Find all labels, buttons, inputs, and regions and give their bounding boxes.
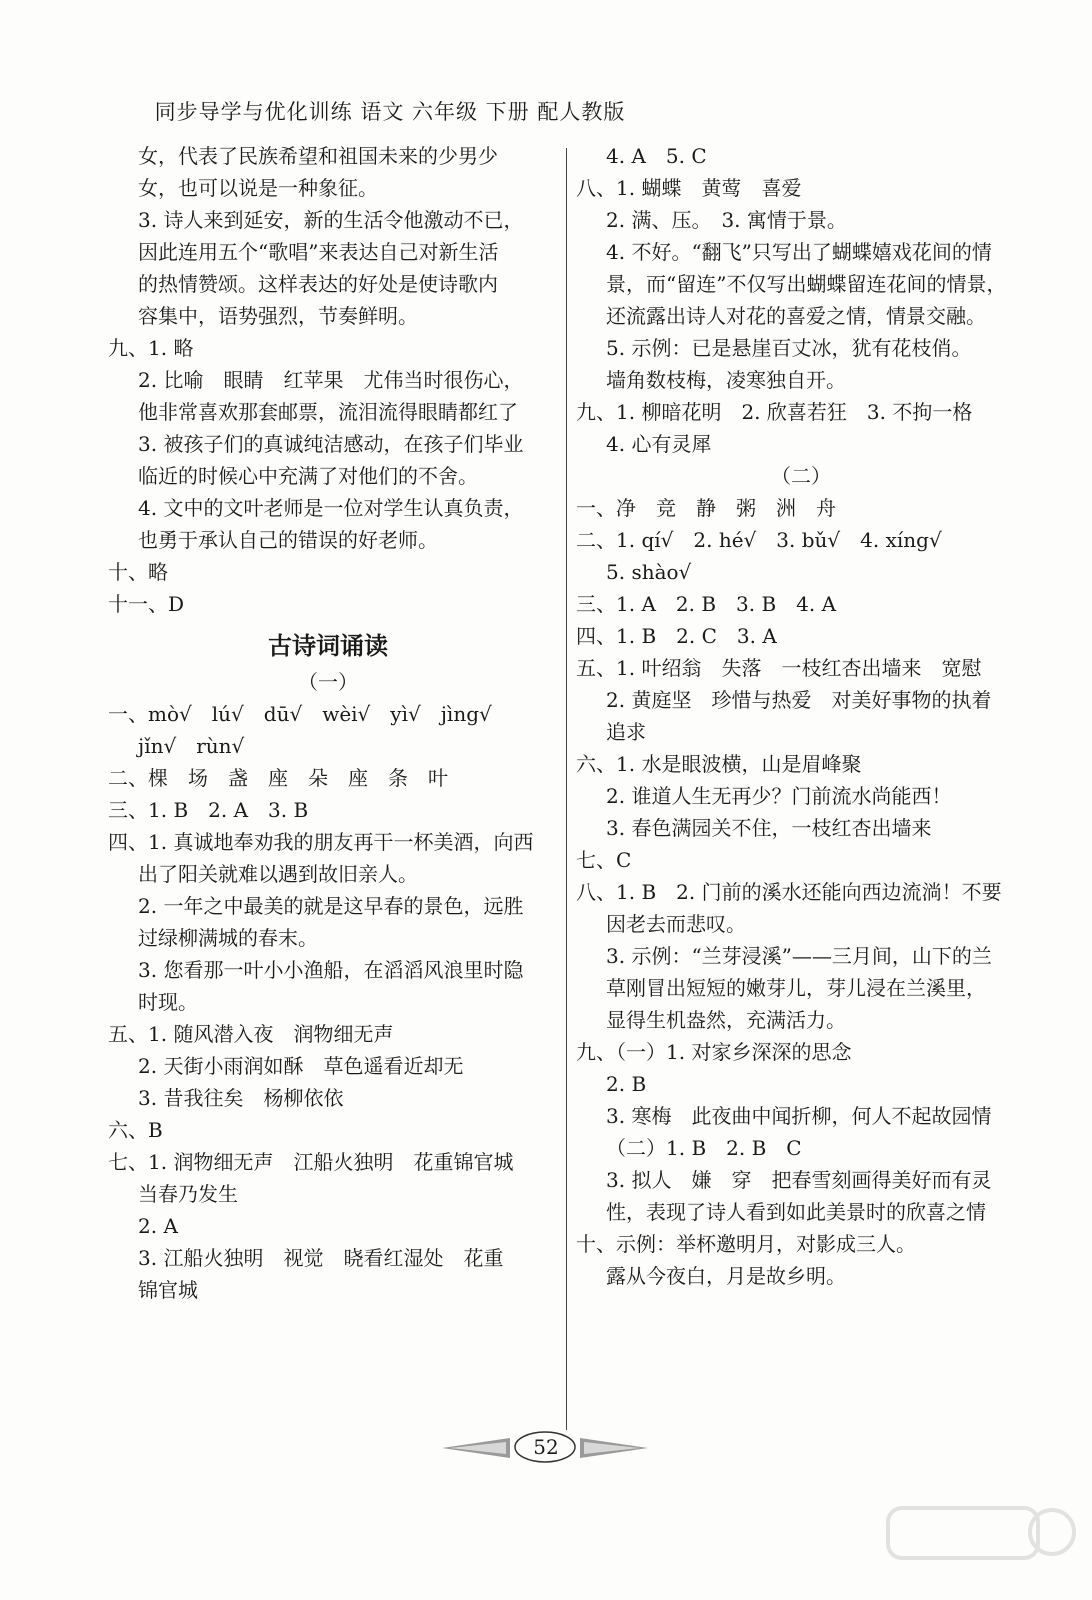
answer-line: 2. B (606, 1072, 647, 1096)
answer-line: 过绿柳满城的春末。 (138, 926, 318, 950)
section-title: 古诗词诵读 (268, 631, 388, 660)
left-column (108, 140, 548, 1306)
answer-line: 他非常喜欢那套邮票，流泪流得眼睛都红了 (138, 400, 518, 424)
answer-line: 九、（一）1. 对家乡深深的思念 (576, 1040, 852, 1064)
answer-line: 一、净 竞 静 粥 洲 舟 (576, 496, 836, 520)
answer-line: 容集中，语势强烈，节奏鲜明。 (138, 304, 418, 328)
right-column (576, 140, 1026, 1292)
answer-line: 4. 心有灵犀 (606, 432, 712, 456)
answer-line: 锦官城 (138, 1278, 198, 1302)
answer-line: 2. 满、压。 3. 寓情于景。 (606, 208, 847, 232)
answer-line: 八、1. B 2. 门前的溪水还能向西边流淌！不要 (576, 880, 1002, 904)
answer-line: 当春乃发生 (138, 1182, 238, 1206)
answer-line: 3. 您看那一叶小小渔船，在滔滔风浪里时隐 (138, 958, 524, 982)
answer-line: 追求 (606, 720, 646, 744)
answer-line: 女，代表了民族希望和祖国未来的少男少 (138, 144, 498, 168)
column-divider (566, 148, 567, 1430)
answer-line: 3. 昔我往矣 杨柳依依 (138, 1086, 344, 1110)
answer-line: 3. 春色满园关不住，一枝红杏出墙来 (606, 816, 932, 840)
answer-line: 女，也可以说是一种象征。 (138, 176, 378, 200)
answer-line: 十、略 (108, 560, 168, 584)
answer-line: 2. 比喻 眼睛 红苹果 尤伟当时很伤心， (138, 368, 524, 392)
answer-line: 六、B (108, 1118, 163, 1142)
answer-line: 4. A 5. C (606, 144, 707, 168)
subsection-title: （一） (298, 670, 358, 694)
answer-line: 露从今夜白，月是故乡明。 (606, 1264, 846, 1288)
answer-line: 九、1. 略 (108, 336, 194, 360)
answer-line: jǐn√ rùn√ (138, 734, 245, 758)
answer-line: 时现。 (138, 990, 198, 1014)
answer-line: 七、C (576, 848, 632, 872)
answer-line: 也勇于承认自己的错误的好老师。 (138, 528, 438, 552)
answer-line: 性，表现了诗人看到如此美景时的欣喜之情 (606, 1200, 986, 1224)
page-number: 52 (533, 1435, 559, 1459)
answer-line: 十、示例：举杯邀明月，对影成三人。 (576, 1232, 916, 1256)
answer-line: 显得生机盎然，充满活力。 (606, 1008, 846, 1032)
answer-line: 3. 示例：“兰芽浸溪”——三月间，山下的兰 (606, 944, 992, 968)
answer-line: 3. 江船火独明 视觉 晓看红湿处 花重 (138, 1246, 504, 1270)
answer-line: 5. 示例：已是悬崖百丈冰，犹有花枝俏。 (606, 336, 972, 360)
answer-line: 2. A (138, 1214, 178, 1238)
answer-line: 临近的时候心中充满了对他们的不舍。 (138, 464, 478, 488)
answer-line: 五、1. 随风潜入夜 润物细无声 (108, 1022, 394, 1046)
answer-line: 五、1. 叶绍翁 失落 一枝红杏出墙来 宽慰 (576, 656, 982, 680)
answer-line: 4. 不好。“翻飞”只写出了蝴蝶嬉戏花间的情 (606, 240, 992, 264)
answer-line: 还流露出诗人对花的喜爱之情，情景交融。 (606, 304, 986, 328)
watermark-logo (880, 1502, 1080, 1592)
answer-line: 景，而“留连”不仅写出蝴蝶留连花间的情景， (606, 272, 1007, 296)
answer-line: 墙角数枝梅，凌寒独自开。 (606, 368, 846, 392)
page-header: 同步导学与优化训练 语文 六年级 下册 配人教版 (154, 100, 626, 124)
answer-line: 一、mò√ lú√ dū√ wèi√ yì√ jìng√ (108, 702, 492, 726)
answer-line: 3. 寒梅 此夜曲中闻折柳，何人不起故园情 (606, 1104, 992, 1128)
answer-line: 5. shào√ (606, 560, 692, 584)
answer-line: （二）1. B 2. B C (606, 1136, 802, 1160)
answer-line: 十一、D (108, 592, 185, 616)
answer-line: 二、棵 场 盏 座 朵 座 条 叶 (108, 766, 448, 790)
page-footer (440, 1428, 650, 1468)
answer-line: 3. 被孩子们的真诚纯洁感动，在孩子们毕业 (138, 432, 524, 456)
watermark-logo-icon (880, 1502, 1080, 1592)
answer-line: 九、1. 柳暗花明 2. 欣喜若狂 3. 不拘一格 (576, 400, 973, 424)
answer-line: 出了阳关就难以遇到故旧亲人。 (138, 862, 418, 886)
answer-line: 七、1. 润物细无声 江船火独明 花重锦官城 (108, 1150, 514, 1174)
answer-line: 四、1. 真诚地奉劝我的朋友再干一杯美酒，向西 (108, 830, 534, 854)
answer-line: 2. 天街小雨润如酥 草色遥看近却无 (138, 1054, 464, 1078)
answer-line: 三、1. B 2. A 3. B (108, 798, 309, 822)
subsection-title: （二） (771, 464, 831, 488)
answer-line: 2. 一年之中最美的就是这早春的景色，远胜 (138, 894, 524, 918)
answer-line: 二、1. qí√ 2. hé√ 3. bǔ√ 4. xíng√ (576, 528, 942, 552)
answer-line: 3. 拟人 嫌 穿 把春雪刻画得美好而有灵 (606, 1168, 992, 1192)
answer-line: 2. 谁道人生无再少？门前流水尚能西！ (606, 784, 952, 808)
answer-line: 4. 文中的文叶老师是一位对学生认真负责， (138, 496, 524, 520)
answer-line: 2. 黄庭坚 珍惜与热爱 对美好事物的执着 (606, 688, 992, 712)
answer-line: 3. 诗人来到延安，新的生活令他激动不已， (138, 208, 524, 232)
answer-line: 的热情赞颂。这样表达的好处是使诗歌内 (138, 272, 498, 296)
answer-line: 三、1. A 2. B 3. B 4. A (576, 592, 837, 616)
answer-line: 四、1. B 2. C 3. A (576, 624, 777, 648)
answer-line: 因老去而悲叹。 (606, 912, 746, 936)
answer-line: 因此连用五个“歌唱”来表达自己对新生活 (138, 240, 499, 264)
answer-line: 草刚冒出短短的嫩芽儿，芽儿浸在兰溪里， (606, 976, 986, 1000)
answer-line: 六、1. 水是眼波横，山是眉峰聚 (576, 752, 862, 776)
answer-line: 八、1. 蝴蝶 黄莺 喜爱 (576, 176, 802, 200)
